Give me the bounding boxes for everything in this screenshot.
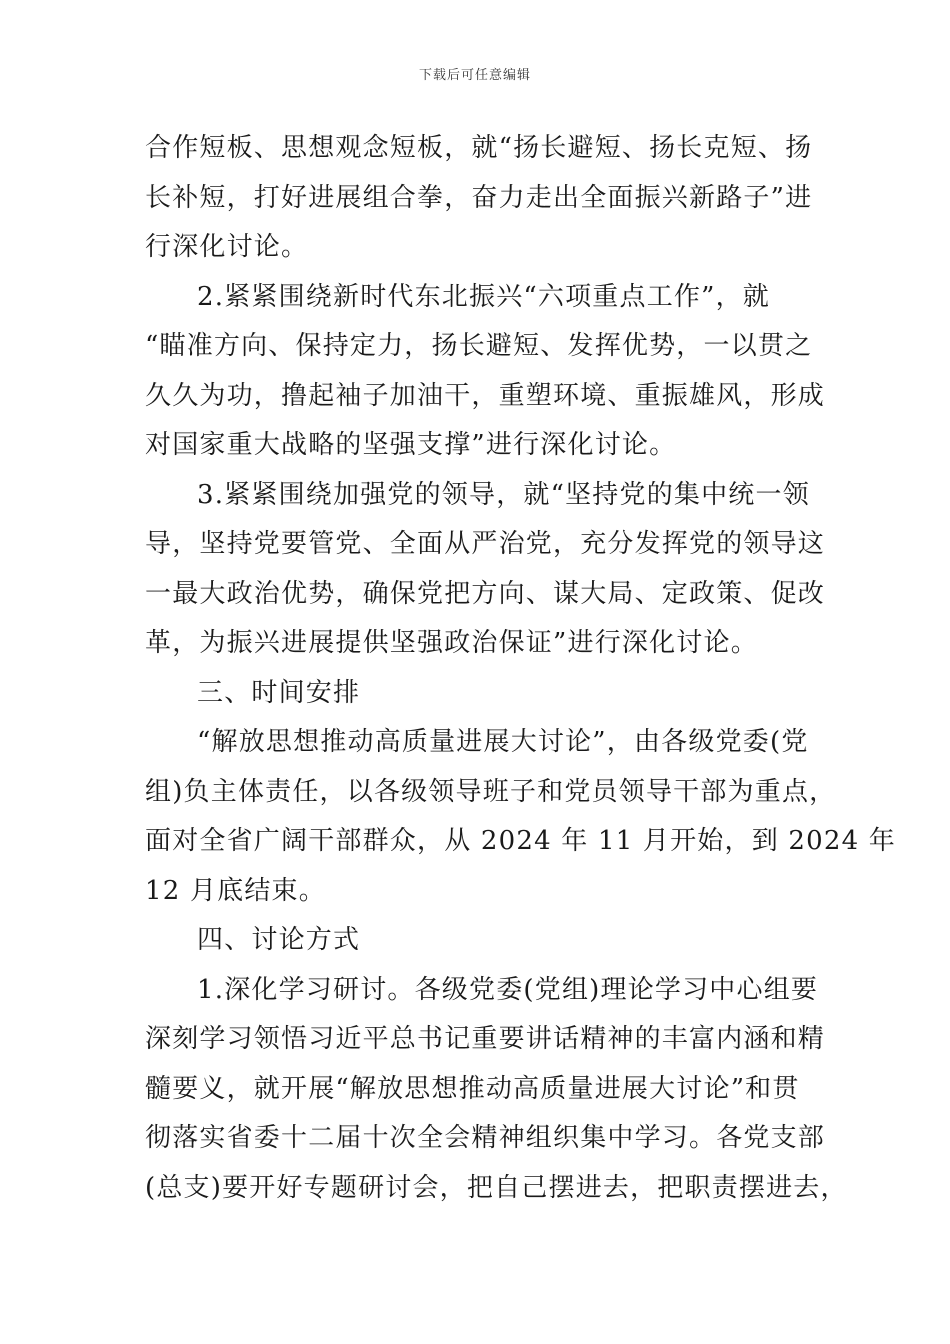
text-line: 髓要义，就开展“解放思想推动高质量进展大讨论”和贯	[145, 1073, 800, 1104]
text-line: 对国家重大战略的坚强支撑”进行深化讨论。	[145, 430, 677, 460]
text-line: “瞄准方向、保持定力，扬长避短、发挥优势，一以贯之	[145, 331, 813, 361]
text-line: 行深化讨论。	[145, 232, 309, 262]
text-line: 12 月底结束。	[145, 875, 326, 906]
text-line: 合作短板、思想观念短板，就“扬长避短、扬长克短、扬	[145, 133, 813, 163]
header-note: 下载后可任意编辑	[418, 68, 531, 83]
document-body	[145, 124, 897, 1213]
text-line: (总支)要开好专题研讨会，把自己摆进去，把职责摆进去，	[145, 1172, 848, 1203]
text-line: 组)负主体责任，以各级领导班子和党员领导干部为重点，	[145, 776, 837, 807]
text-line: 3.紧紧围绕加强党的领导，就“坚持党的集中统一领	[197, 479, 810, 510]
text-line: 长补短，打好进展组合拳，奋力走出全面振兴新路子”进	[145, 182, 813, 213]
text-line: 面对全省广阔干部群众，从 2024 年 11 月开始，到 2024 年	[145, 826, 897, 856]
text-line: “解放思想推动高质量进展大讨论”，由各级党委(党	[197, 727, 809, 757]
section-heading: 三、时间安排	[197, 677, 361, 708]
text-line: 2.紧紧围绕新时代东北振兴“六项重点工作”，就	[197, 281, 770, 312]
text-line: 1.深化学习研讨。各级党委(党组)理论学习中心组要	[197, 974, 819, 1005]
text-line: 深刻学习领悟习近平总书记重要讲话精神的丰富内涵和精	[145, 1024, 826, 1054]
section-heading: 四、讨论方式	[197, 925, 361, 955]
text-line: 导，坚持党要管党、全面从严治党，充分发挥党的领导这	[145, 529, 826, 559]
text-line: 彻落实省委十二届十次全会精神组织集中学习。各党支部	[145, 1123, 826, 1153]
text-line: 革，为振兴进展提供坚强政治保证”进行深化讨论。	[145, 628, 758, 658]
text-line: 一最大政治优势，确保党把方向、谋大局、定政策、促改	[145, 578, 826, 609]
text-line: 久久为功，撸起袖子加油干，重塑环境、重振雄风，形成	[145, 380, 826, 411]
